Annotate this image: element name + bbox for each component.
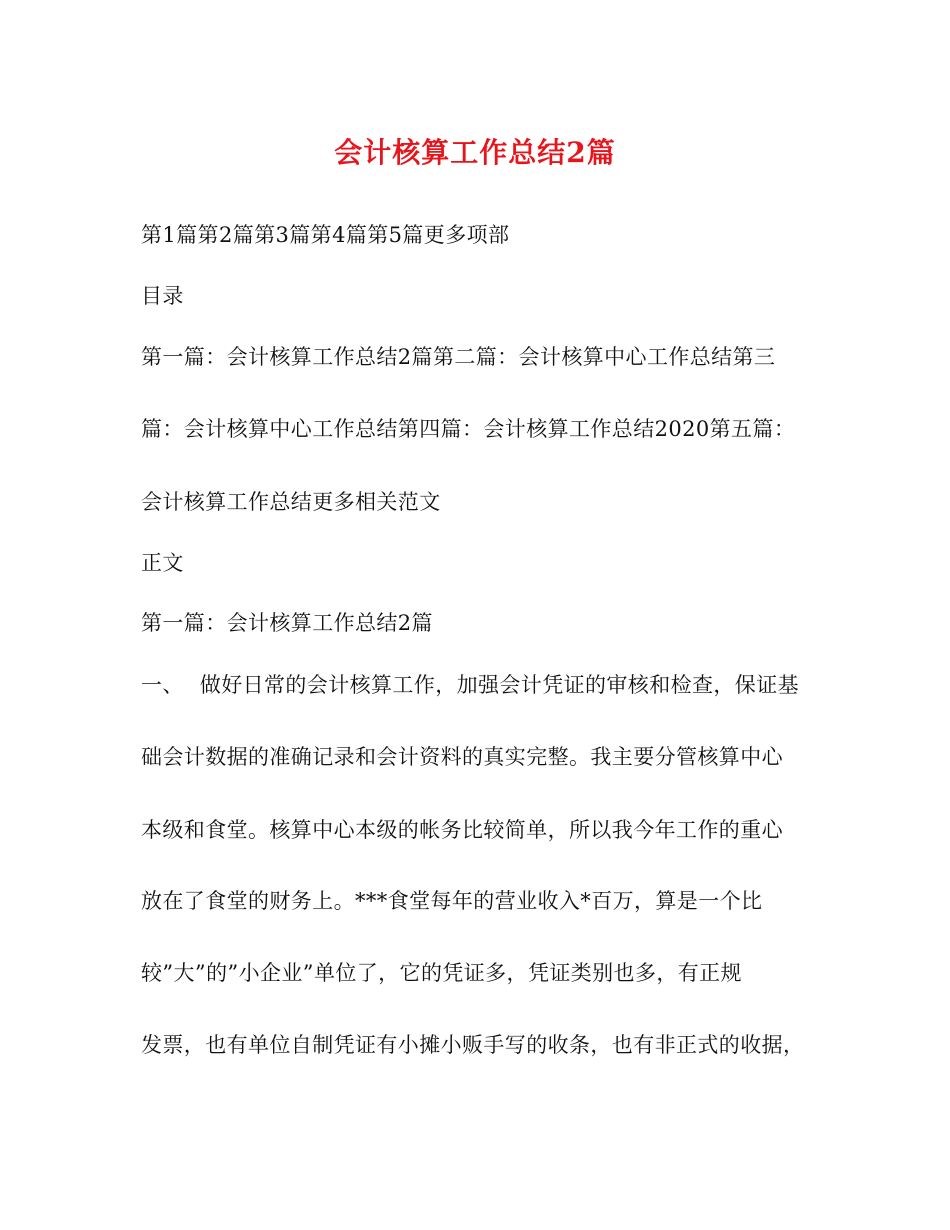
paragraph-line: 较”大”的”小企业”单位了，它的凭证多，凭证类别也多，有正规 — [141, 961, 742, 985]
paragraph-line: 本级和食堂。核算中心本级的帐务比较简单，所以我今年工作的重心 — [141, 818, 783, 842]
document-title: 会计核算工作总结2篇 — [334, 136, 616, 169]
body-heading: 正文 — [141, 551, 184, 575]
toc-line: 篇：会计核算中心工作总结第四篇：会计核算工作总结2020第五篇： — [141, 417, 796, 441]
section-title: 第一篇：会计核算工作总结2篇 — [141, 611, 433, 635]
paragraph-marker: 一、 — [141, 673, 184, 697]
paragraph-line: 放在了食堂的财务上。***食堂每年的营业收入*百万，算是一个比 — [141, 889, 763, 913]
toc-line: 会计核算工作总结更多相关范文 — [141, 490, 441, 514]
chapter-nav: 第1篇第2篇第3篇第4篇第5篇更多项部 — [141, 223, 510, 247]
paragraph-line: 做好日常的会计核算工作，加强会计凭证的审核和检查，保证基 — [199, 673, 800, 697]
paragraph-line: 础会计数据的准确记录和会计资料的真实完整。我主要分管核算中心 — [141, 745, 783, 769]
toc-line: 第一篇：会计核算工作总结2篇第二篇：会计核算中心工作总结第三 — [141, 345, 776, 369]
paragraph-first-line — [141, 670, 799, 700]
toc-heading: 目录 — [141, 284, 184, 308]
paragraph-line: 发票，也有单位自制凭证有小摊小贩手写的收条，也有非正式的收据， — [141, 1033, 805, 1057]
